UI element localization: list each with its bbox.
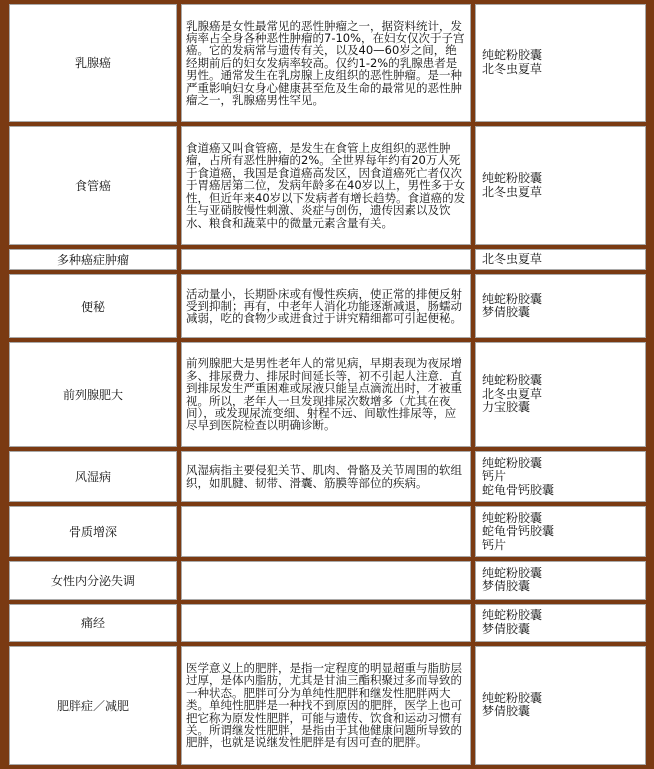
product-item: 力宝胶囊	[482, 400, 531, 415]
product-item: 纯蛇粉胶囊	[482, 48, 543, 63]
product-item: 梦倩胶囊	[482, 305, 531, 320]
disease-description	[181, 249, 471, 270]
disease-name: 乳腺癌	[9, 4, 177, 122]
disease-name: 肥胖症／减肥	[9, 646, 177, 765]
disease-description: 乳腺癌是女性最常见的恶性肿瘤之一，据资料统计，发病率占全身各种恶性肿瘤的7-10%，在妇女仅次于子宫癌。它的发病常与遗传有关，以及40—60岁之间，绝经期前后的妇女发病率较高。仅约1-2%的乳腺患者是男性。通常发生在乳房腺上皮组织的恶性肿瘤。是一种严重影响妇女身心健康甚至危及生命的最常见的恶性肿瘤之一，乳腺癌男性罕见。	[181, 4, 471, 122]
product-item: 蛇龟骨钙胶囊	[482, 482, 555, 497]
product-item: 纯蛇粉胶囊	[482, 608, 543, 623]
product-item: 北冬虫夏草	[482, 386, 543, 401]
product-item: 纯蛇粉胶囊	[482, 690, 543, 705]
disease-description	[181, 506, 471, 557]
product-list	[475, 274, 646, 338]
product-item: 梦倩胶囊	[482, 621, 531, 636]
product-item: 纯蛇粉胶囊	[482, 565, 543, 580]
product-item: 纯蛇粉胶囊	[482, 455, 543, 470]
product-item: 纯蛇粉胶囊	[482, 510, 543, 525]
product-list	[475, 604, 646, 642]
disease-description: 医学意义上的肥胖，是指一定程度的明显超重与脂肪层过厚，是体内脂肪，尤其是甘油三酯积聚过多而导致的一种状态。肥胖可分为单纯性肥胖和继发性肥胖两大类。单纯性肥胖是一种找不到原因的肥胖，医学上也可把它称为原发性肥胖，可能与遗传、饮食和运动习惯有关。所谓继发性肥胖，是指由于其他健康问题所导致的肥胖，也就是说继发性肥胖是有因可查的肥胖。	[181, 646, 471, 765]
table-row	[9, 604, 646, 642]
product-item: 钙片	[482, 469, 507, 484]
product-list	[475, 506, 646, 557]
disease-name: 骨质增深	[9, 506, 177, 557]
product-list	[475, 646, 646, 765]
product-item: 纯蛇粉胶囊	[482, 373, 543, 388]
disease-description: 活动量小，长期卧床或有慢性疾病，使正常的排便反射受到抑制；再有，中老年人消化功能逐渐减退，肠蠕动减弱，吃的食物少或进食过于讲究精细都可引起便秘。	[181, 274, 471, 338]
disease-description: 食道癌又叫食管癌，是发生在食管上皮组织的恶性肿瘤，占所有恶性肿瘤的2%。全世界每年约有20万人死于食道癌，我国是食道癌高发区，因食道癌死亡者仅次于胃癌居第二位，发病年龄多在40岁以上，男性多于女性，但近年来40岁以下发病者有增长趋势。食道癌的发生与亚硝胺慢性刺激、炎症与创伤，遗传因素以及饮水、粮食和蔬菜中的微量元素含量有关。	[181, 126, 471, 245]
product-list	[475, 451, 646, 502]
table-row	[9, 249, 646, 270]
product-item: 北冬虫夏草	[482, 251, 543, 266]
table-row	[9, 561, 646, 599]
product-item: 纯蛇粉胶囊	[482, 291, 543, 306]
table-row	[9, 4, 646, 122]
disease-description	[181, 561, 471, 599]
table-row	[9, 451, 646, 502]
product-list	[475, 561, 646, 599]
disease-name: 风湿病	[9, 451, 177, 502]
product-item: 北冬虫夏草	[482, 184, 543, 199]
table-row	[9, 342, 646, 447]
disease-name: 痛经	[9, 604, 177, 642]
disease-name: 多种癌症肿瘤	[9, 249, 177, 270]
product-item: 梦倩胶囊	[482, 579, 531, 594]
disease-name: 前列腺肥大	[9, 342, 177, 447]
table-row	[9, 506, 646, 557]
table-row	[9, 126, 646, 245]
disease-description: 前列腺肥大是男性老年人的常见病，早期表现为夜尿增多、排尿费力、排尿时间延长等，初不引起人注意．直到排尿发生严重困难或尿液只能呈点滴流出时，才被重视。所以，老年人一旦发现排尿次数增多（尤其在夜间），或发现尿流变细、射程不远、间歇性排尿等，应尽早到医院检查以明确诊断。	[181, 342, 471, 447]
product-item: 钙片	[482, 537, 507, 552]
product-item: 北冬虫夏草	[482, 61, 543, 76]
disease-name: 便秘	[9, 274, 177, 338]
product-item: 蛇龟骨钙胶囊	[482, 524, 555, 539]
product-list	[475, 342, 646, 447]
product-list	[475, 126, 646, 245]
disease-description: 风湿病指主要侵犯关节、肌肉、骨骼及关节周围的软组织，如肌腱、韧带、滑囊、筋膜等部位的疾病。	[181, 451, 471, 502]
disease-product-table	[5, 0, 650, 769]
disease-name: 食管癌	[9, 126, 177, 245]
disease-description	[181, 604, 471, 642]
product-list	[475, 4, 646, 122]
disease-name: 女性内分泌失调	[9, 561, 177, 599]
product-item: 纯蛇粉胶囊	[482, 171, 543, 185]
table-row	[9, 274, 646, 338]
table-row	[9, 646, 646, 765]
product-list	[475, 249, 646, 270]
product-item: 梦倩胶囊	[482, 704, 531, 719]
